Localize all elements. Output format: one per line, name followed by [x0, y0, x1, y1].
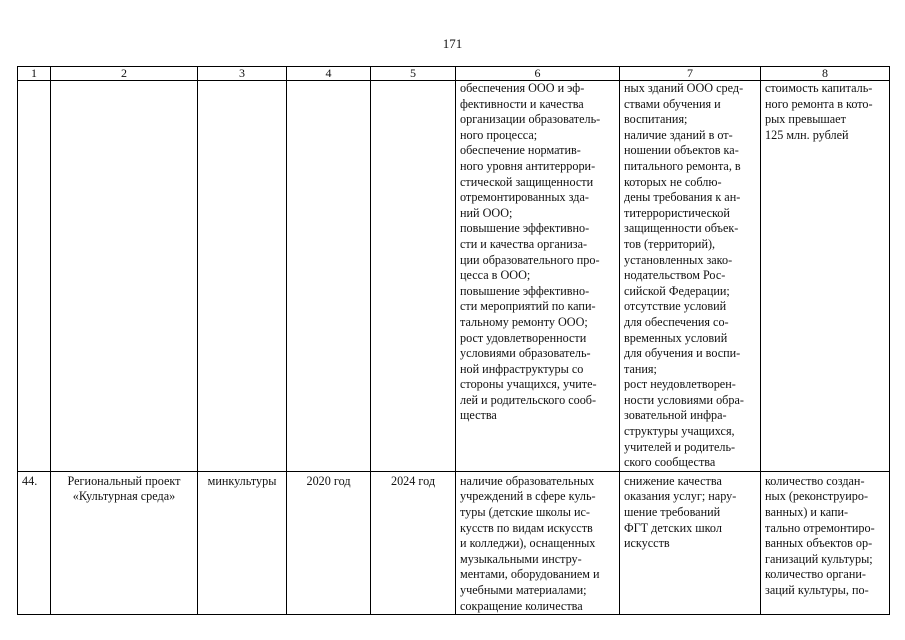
table-cell-end-year: 2024 год	[371, 471, 456, 614]
table-cell	[198, 81, 287, 472]
column-header: 4	[287, 67, 371, 81]
table-cell-number: 44.	[18, 471, 51, 614]
table-cell-indicators: стоимость капиталь- ного ремонта в кото- рых превышает 125 млн. рублей	[761, 81, 890, 472]
table-row	[18, 81, 890, 472]
data-table	[17, 66, 890, 615]
table-cell-problems: снижение качества оказания услуг; нару- шение требований ФГТ детских школ искусств	[620, 471, 761, 614]
table-cell-indicators: количество создан- ных (реконструиро- ванных) и капи- тально отремонтиро- ванных объектов ор- ганизаций культуры; количество органи- заций культуры, по-	[761, 471, 890, 614]
column-header: 1	[18, 67, 51, 81]
table-cell-executor: минкультуры	[198, 471, 287, 614]
column-header: 8	[761, 67, 890, 81]
table-cell-problems: ных зданий ООО сред- ствами обучения и воспитания; наличие зданий в от- ношении объектов ка- питального ремонта, в которых не соблю- дены требования к ан- титеррористической защищенности объек- тов (территорий), установленных зако- нодательством Рос- сийской Федерации; отсутствие условий для обеспечения со- временных условий для обучения и воспи- тания; рост неудовлетворен- ности условиями обра- зовательной инфра- структуры учащихся, учителей и родитель- ского сообщества	[620, 81, 761, 472]
table-cell-results: наличие образовательных учреждений в сфере куль- туры (детские школы ис- кусств по видам искусств и колледжи), оснащенных музыкальными инстру- ментами, оборудованием и учебными материалами; сокращение количества	[456, 471, 620, 614]
table-cell-project-name: Региональный проект «Культурная среда»	[51, 471, 198, 614]
table-cell	[287, 81, 371, 472]
table-header-row	[18, 67, 890, 81]
table-cell-start-year: 2020 год	[287, 471, 371, 614]
column-header: 6	[456, 67, 620, 81]
table-cell-results: обеспечения ООО и эф- фективности и качества организации образователь- ного процесса; обеспечение норматив- ного уровня антитеррори- стической защищенности отремонтированных зда- ний ООО; повышение эффективно- сти и качества организа- ции образовательного про- цесса в ООО; повышение эффективно- сти мероприятий по капи- тальному ремонту ООО; рост удовлетворенности условиями образователь- ной инфраструктуры со стороны учащихся, учите- лей и родительского сооб- щества	[456, 81, 620, 472]
column-header: 2	[51, 67, 198, 81]
column-header: 3	[198, 67, 287, 81]
table-row	[18, 471, 890, 614]
table-cell	[51, 81, 198, 472]
column-header: 7	[620, 67, 761, 81]
table-cell	[371, 81, 456, 472]
column-header: 5	[371, 67, 456, 81]
page-number: 171	[442, 36, 463, 51]
table-cell	[18, 81, 51, 472]
